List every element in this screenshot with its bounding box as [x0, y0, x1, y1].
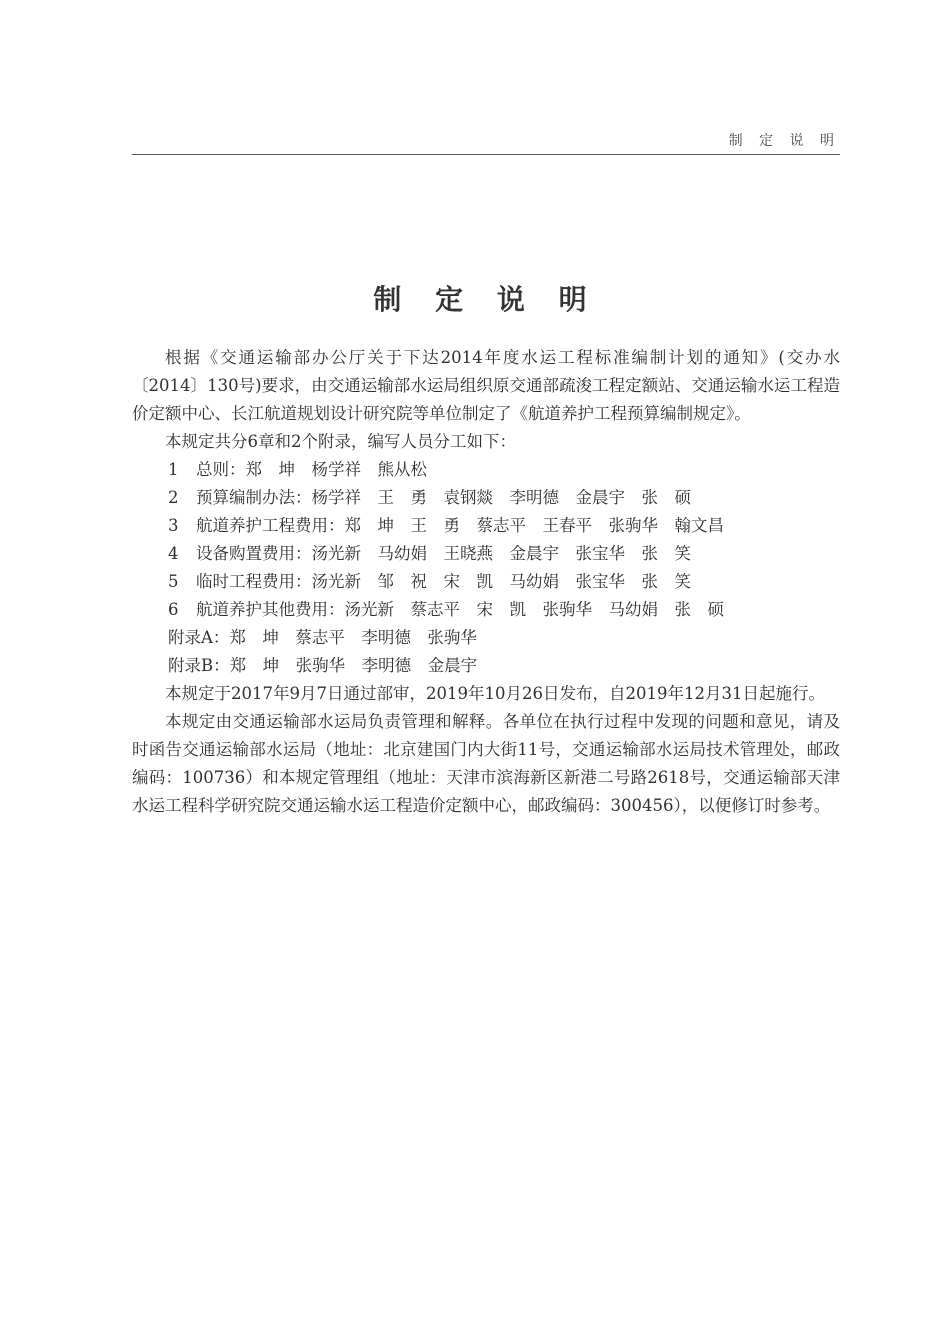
assignment-line — [132, 596, 840, 624]
assignment-line — [132, 540, 840, 568]
assignment-line — [132, 568, 840, 596]
assignment-number: 3 — [168, 516, 179, 535]
assignment-number: 5 — [168, 572, 179, 591]
assignment-text: 航道养护工程费用：郑 坤 王 勇 蔡志平 王春平 张驹华 翰文昌 — [196, 516, 724, 535]
assignment-text: 总则：郑 坤 杨学祥 熊从松 — [196, 460, 427, 479]
assignment-line — [132, 456, 840, 484]
assignment-number: 2 — [168, 488, 179, 507]
assignment-number: 1 — [168, 460, 179, 479]
body-text — [132, 344, 840, 820]
assignment-text: 临时工程费用：汤光新 邹 祝 宋 凯 马幼娟 张宝华 张 笑 — [196, 572, 691, 591]
assignment-number: 6 — [168, 600, 179, 619]
assignment-text: 设备购置费用：汤光新 马幼娟 王晓燕 金晨宇 张宝华 张 笑 — [196, 544, 691, 563]
assignment-text: 航道养护其他费用：汤光新 蔡志平 宋 凯 张驹华 马幼娟 张 硕 — [196, 600, 724, 619]
paragraph-composition: 本规定共分6章和2个附录，编写人员分工如下： — [165, 432, 516, 451]
appendix-line — [132, 652, 840, 680]
appendix-text: 附录B：郑 坤 张驹华 李明德 金晨宇 — [168, 656, 478, 675]
paragraph-dates: 本规定于2017年9月7日通过部审，2019年10月26日发布，自2019年12月31日起施行。 — [165, 684, 825, 703]
appendix-line — [132, 624, 840, 652]
paragraph-origin: 根据《交通运输部办公厅关于下达2014年度水运工程标准编制计划的通知》(交办水〔2014〕130号)要求，由交通运输部水运局组织原交通部疏浚工程定额站、交通运输水运工程造价定额中心、长江航道规划设计研究院等单位制定了《航道养护工程预算编制规定》。 — [132, 348, 840, 423]
assignment-line — [132, 484, 840, 512]
assignment-text: 预算编制办法：杨学祥 王 勇 袁钢燚 李明德 金晨宇 张 硕 — [196, 488, 691, 507]
header-rule — [132, 154, 840, 155]
page-title: 制 定 说 明 — [373, 283, 599, 316]
running-head: 制 定 说 明 — [728, 133, 840, 149]
assignment-line — [132, 512, 840, 540]
assignment-number: 4 — [168, 544, 179, 563]
paragraph-contact: 本规定由交通运输部水运局负责管理和解释。各单位在执行过程中发现的问题和意见，请及时函告交通运输部水运局（地址：北京建国门内大街11号，交通运输部水运局技术管理处，邮政编码：100736）和本规定管理组（地址：天津市滨海新区新港二号路2618号，交通运输部天津水运工程科学研究院交通运输水运工程造价定额中心，邮政编码：300456），以便修订时参考。 — [132, 712, 840, 815]
appendix-text: 附录A：郑 坤 蔡志平 李明德 张驹华 — [168, 628, 477, 647]
